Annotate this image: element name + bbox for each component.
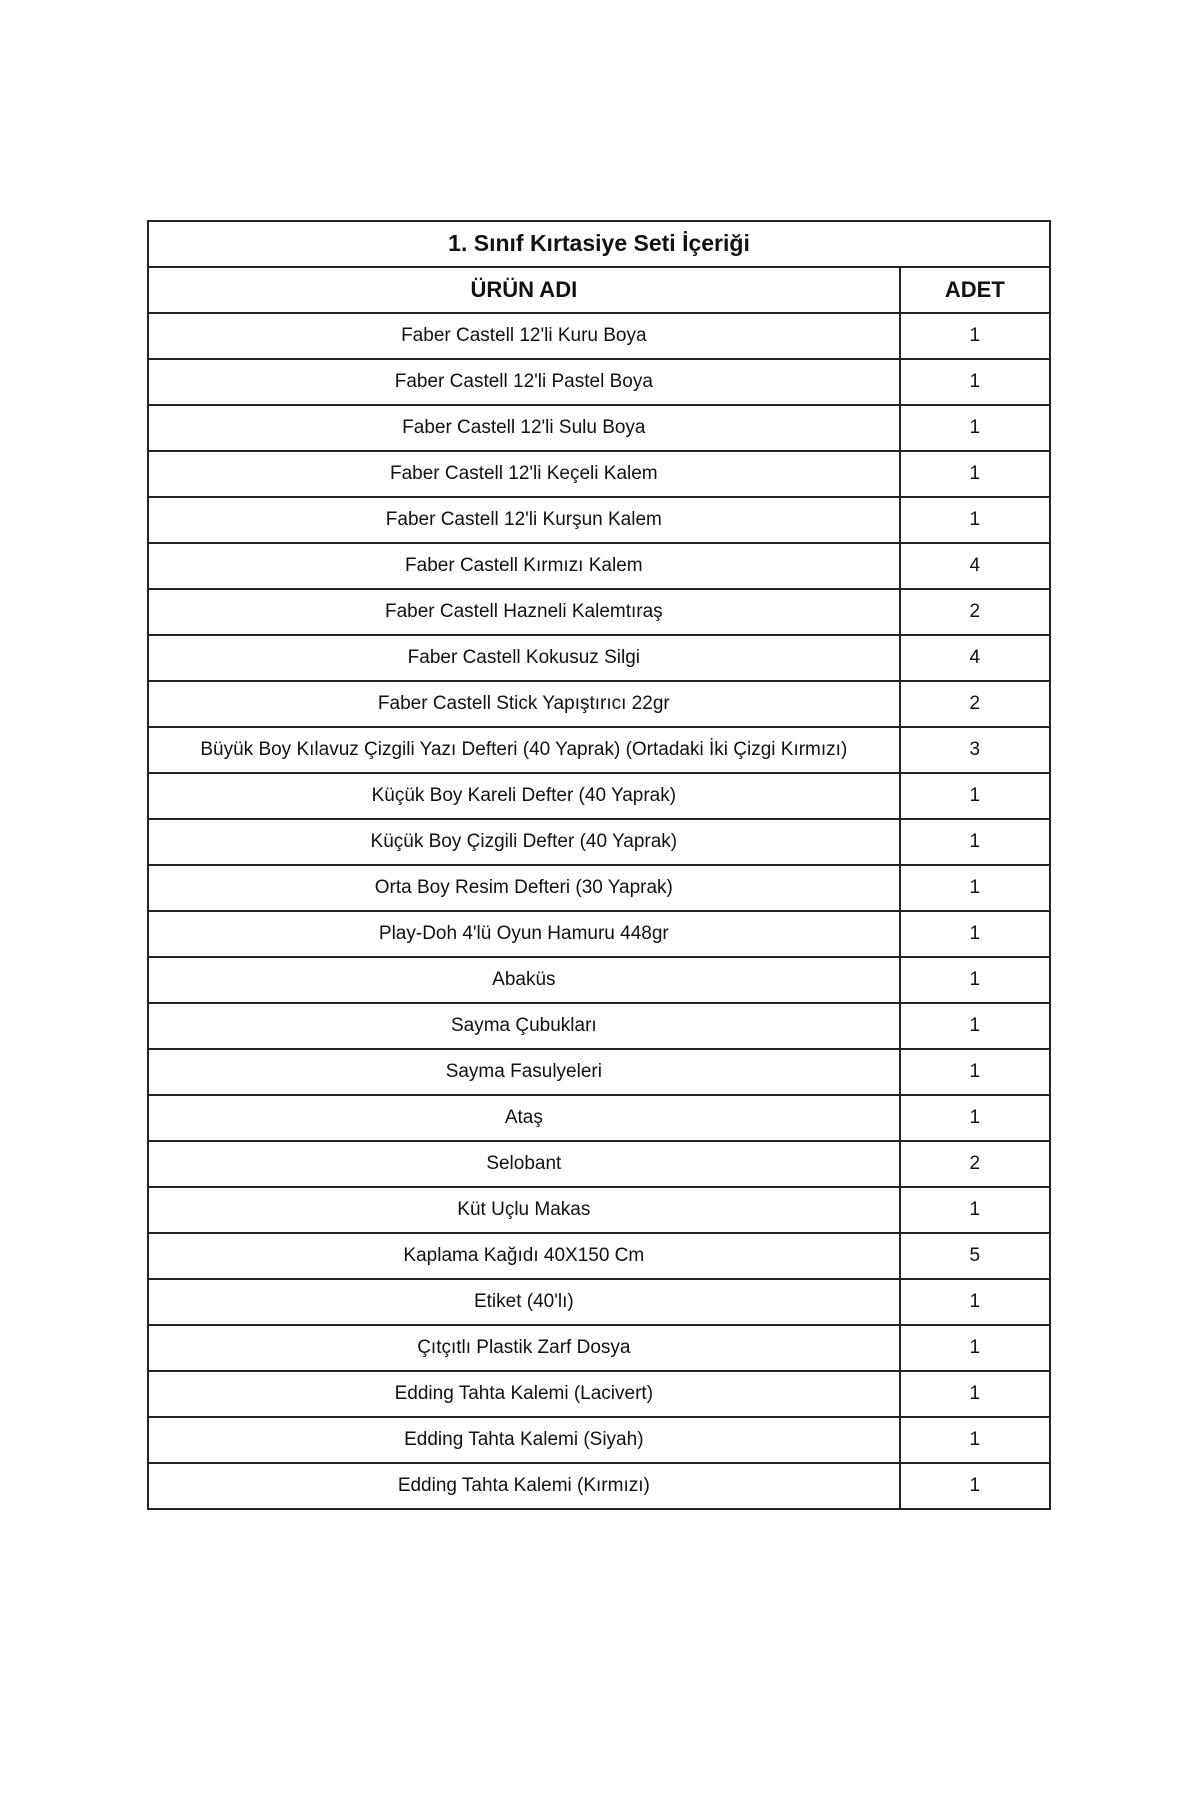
- item-name-cell: Selobant: [148, 1141, 900, 1187]
- table-row: [148, 1325, 1050, 1371]
- table-row: [148, 497, 1050, 543]
- item-quantity-cell: 1: [900, 911, 1050, 957]
- item-name-cell: Edding Tahta Kalemi (Kırmızı): [148, 1463, 900, 1509]
- table-row: [148, 1463, 1050, 1509]
- item-name-cell: Küçük Boy Kareli Defter (40 Yaprak): [148, 773, 900, 819]
- item-quantity-cell: 1: [900, 957, 1050, 1003]
- table-row: [148, 1003, 1050, 1049]
- item-name-cell: Edding Tahta Kalemi (Siyah): [148, 1417, 900, 1463]
- table-row: [148, 359, 1050, 405]
- item-name-cell: Küçük Boy Çizgili Defter (40 Yaprak): [148, 819, 900, 865]
- table-row: [148, 727, 1050, 773]
- item-quantity-cell: 1: [900, 405, 1050, 451]
- header-row: [148, 267, 1050, 313]
- item-quantity-cell: 2: [900, 589, 1050, 635]
- item-name-cell: Faber Castell 12'li Kuru Boya: [148, 313, 900, 359]
- item-name-cell: Faber Castell Stick Yapıştırıcı 22gr: [148, 681, 900, 727]
- item-name-cell: Faber Castell 12'li Keçeli Kalem: [148, 451, 900, 497]
- item-name-cell: Faber Castell 12'li Sulu Boya: [148, 405, 900, 451]
- item-name-cell: Faber Castell 12'li Pastel Boya: [148, 359, 900, 405]
- item-quantity-cell: 1: [900, 1049, 1050, 1095]
- item-quantity-cell: 1: [900, 1325, 1050, 1371]
- table-row: [148, 1417, 1050, 1463]
- table-row: [148, 635, 1050, 681]
- title-row: [148, 221, 1050, 267]
- supply-list-table: [147, 220, 1051, 1510]
- table-row: [148, 1233, 1050, 1279]
- item-name-cell: Abaküs: [148, 957, 900, 1003]
- table-row: [148, 1095, 1050, 1141]
- table-row: [148, 681, 1050, 727]
- item-name-cell: Faber Castell Hazneli Kalemtıraş: [148, 589, 900, 635]
- table-row: [148, 405, 1050, 451]
- table-row: [148, 1187, 1050, 1233]
- item-name-cell: Sayma Çubukları: [148, 1003, 900, 1049]
- table-body: [148, 313, 1050, 1509]
- item-quantity-cell: 4: [900, 543, 1050, 589]
- column-header-name: ÜRÜN ADI: [148, 267, 900, 313]
- item-quantity-cell: 1: [900, 1463, 1050, 1509]
- item-name-cell: Faber Castell 12'li Kurşun Kalem: [148, 497, 900, 543]
- item-quantity-cell: 2: [900, 681, 1050, 727]
- table-row: [148, 543, 1050, 589]
- item-quantity-cell: 1: [900, 1371, 1050, 1417]
- item-name-cell: Ataş: [148, 1095, 900, 1141]
- item-name-cell: Kaplama Kağıdı 40X150 Cm: [148, 1233, 900, 1279]
- item-name-cell: Çıtçıtlı Plastik Zarf Dosya: [148, 1325, 900, 1371]
- item-name-cell: Faber Castell Kırmızı Kalem: [148, 543, 900, 589]
- table-row: [148, 451, 1050, 497]
- item-quantity-cell: 1: [900, 1003, 1050, 1049]
- table-row: [148, 313, 1050, 359]
- item-name-cell: Etiket (40'lı): [148, 1279, 900, 1325]
- table-row: [148, 773, 1050, 819]
- item-quantity-cell: 1: [900, 773, 1050, 819]
- column-header-quantity: ADET: [900, 267, 1050, 313]
- item-quantity-cell: 5: [900, 1233, 1050, 1279]
- item-quantity-cell: 1: [900, 451, 1050, 497]
- table-row: [148, 1279, 1050, 1325]
- item-quantity-cell: 1: [900, 359, 1050, 405]
- item-name-cell: Küt Uçlu Makas: [148, 1187, 900, 1233]
- item-quantity-cell: 1: [900, 819, 1050, 865]
- item-quantity-cell: 1: [900, 313, 1050, 359]
- item-quantity-cell: 2: [900, 1141, 1050, 1187]
- item-name-cell: Edding Tahta Kalemi (Lacivert): [148, 1371, 900, 1417]
- table-title: 1. Sınıf Kırtasiye Seti İçeriği: [148, 221, 1050, 267]
- item-name-cell: Orta Boy Resim Defteri (30 Yaprak): [148, 865, 900, 911]
- table-row: [148, 957, 1050, 1003]
- item-quantity-cell: 1: [900, 1279, 1050, 1325]
- item-quantity-cell: 1: [900, 497, 1050, 543]
- item-name-cell: Büyük Boy Kılavuz Çizgili Yazı Defteri (40 Yaprak) (Ortadaki İki Çizgi Kırmızı): [148, 727, 900, 773]
- item-quantity-cell: 1: [900, 1417, 1050, 1463]
- item-quantity-cell: 1: [900, 865, 1050, 911]
- table-row: [148, 911, 1050, 957]
- table-row: [148, 1141, 1050, 1187]
- table-row: [148, 865, 1050, 911]
- table-row: [148, 819, 1050, 865]
- item-name-cell: Faber Castell Kokusuz Silgi: [148, 635, 900, 681]
- item-name-cell: Play-Doh 4'lü Oyun Hamuru 448gr: [148, 911, 900, 957]
- item-quantity-cell: 3: [900, 727, 1050, 773]
- item-name-cell: Sayma Fasulyeleri: [148, 1049, 900, 1095]
- item-quantity-cell: 4: [900, 635, 1050, 681]
- table-row: [148, 1049, 1050, 1095]
- table-row: [148, 589, 1050, 635]
- table-row: [148, 1371, 1050, 1417]
- item-quantity-cell: 1: [900, 1095, 1050, 1141]
- item-quantity-cell: 1: [900, 1187, 1050, 1233]
